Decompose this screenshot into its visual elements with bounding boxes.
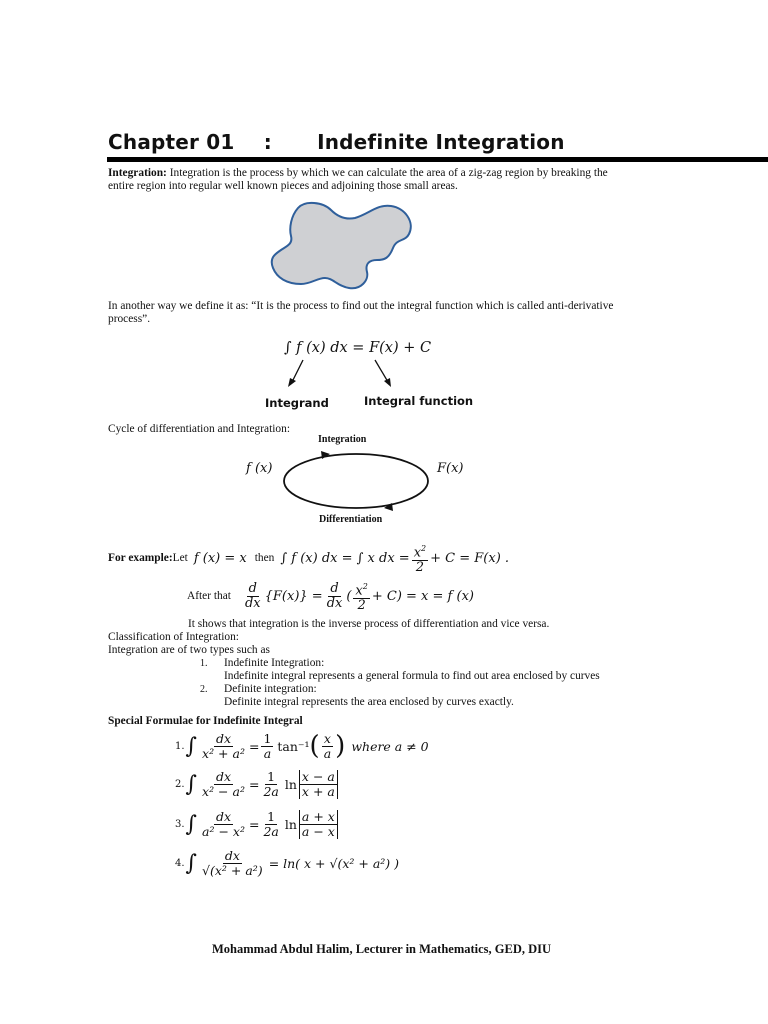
formula-lhs-fraction <box>200 770 247 799</box>
formula-lhs-den: x² − a² <box>202 784 245 799</box>
classification-item <box>108 657 668 670</box>
definition-paragraph <box>108 300 728 326</box>
cycle-caption: Cycle of differentiation and Integration: <box>108 423 290 435</box>
example-integral: ∫ f (x) dx = ∫ x dx = <box>280 551 410 567</box>
after-paren: ( <box>346 589 352 605</box>
example-let: Let <box>172 552 188 565</box>
intro-paragraph <box>108 167 708 193</box>
intro-term: Integration: <box>108 167 167 179</box>
chapter-title: Indefinite Integration <box>317 130 565 154</box>
example-tail: + C = F(x) . <box>430 551 510 567</box>
formula-arg-num: x <box>323 730 331 746</box>
classification-item-num: 1. <box>200 658 208 669</box>
example-line <box>108 542 509 575</box>
footer-text: Mohammad Abdul Halim, Lecturer in Mathematics, GED, DIU <box>211 942 552 956</box>
formula-lhs-den: √(x² + a²) <box>202 863 263 878</box>
formula-abs-fraction <box>299 810 338 839</box>
after-fraction <box>353 580 369 613</box>
classification-intro: Integration are of two types such as <box>108 644 270 656</box>
formula-rhs-fraction <box>261 770 280 799</box>
after-tail: + C) = x = f (x) <box>371 589 474 605</box>
special-formulae-title: Special Formulae for Indefinite Integral <box>108 715 303 727</box>
definition-arrows <box>280 358 400 388</box>
cycle-left-label: f (x) <box>246 461 273 476</box>
formula-rhs: = ln( x + √(x² + a²) ) <box>268 856 400 871</box>
derivative-operator-1 <box>243 582 263 611</box>
classification-item <box>108 683 668 696</box>
formula-lhs-num: dx <box>215 769 232 784</box>
classification-item-name: Definite integration: <box>224 683 317 695</box>
chapter-label: Chapter 01 <box>108 130 235 154</box>
cycle-diagram <box>278 448 438 514</box>
formula-arg-fraction <box>322 732 333 761</box>
example-frac-exp: 2 <box>421 544 427 553</box>
after-frac-x: x <box>355 583 363 599</box>
formula-rhs-num: 1 <box>263 730 272 746</box>
formula-condition: where a ≠ 0 <box>351 738 429 754</box>
formula-1: 1. ∫ $\frac{dx}{\text{x² + a²}}$ = $\frac{1}{a}$ tan⁻¹ ( $\frac{x}{a}$ ) where a ≠ 0 <box>175 730 429 761</box>
integral-function-label: Integral function <box>364 394 474 408</box>
formula-number: 4. <box>175 858 185 869</box>
formula-func: ln <box>284 777 297 792</box>
cycle-top-label: Integration <box>318 434 367 445</box>
formula-func: tan⁻¹ <box>277 738 310 754</box>
d-top-2: d <box>330 581 339 597</box>
formula-lhs-fraction <box>200 849 265 878</box>
formula-rhs-den: 2a <box>263 784 279 799</box>
formula-rhs-num: 1 <box>267 769 276 784</box>
classification-item-desc: Indefinite integral represents a general formula to find out area enclosed by curves <box>224 670 600 682</box>
formula-rhs-den: 2a <box>263 824 279 839</box>
formula-lhs-fraction <box>200 732 247 761</box>
formula-rhs-num: 1 <box>267 809 276 824</box>
example-fx-def: f (x) = x <box>193 551 247 567</box>
formula-lhs-den: x² + a² <box>202 745 245 761</box>
chapter-separator: : <box>263 130 272 154</box>
example-then: then <box>254 552 275 565</box>
d-top-1: d <box>248 581 257 597</box>
zigzag-region-figure <box>265 198 425 294</box>
chapter-heading <box>108 130 565 154</box>
formula-arg-den: a − x <box>301 824 335 839</box>
integral-sign: ∫ <box>185 772 198 797</box>
integral-sign: ∫ <box>185 812 198 837</box>
formula-arg-den: a <box>323 745 332 761</box>
after-frac-den: 2 <box>357 598 366 614</box>
formula-2: 2. ∫ $\frac{dx}{\text{x² − a²}}$ = $\frac{1}{2a}$ ln $\frac{x - a}{x + a}$ <box>175 770 340 799</box>
formula-lhs-num: dx <box>224 848 240 863</box>
formula-lhs-den: a² − x² <box>202 824 245 839</box>
definition-formula: ∫ f (x) dx = F(x) + C <box>284 340 432 356</box>
classification-item-desc: Definite integral represents the area enclosed by curves exactly. <box>224 696 514 708</box>
after-fx-brace: {F(x)} = <box>264 589 323 605</box>
formula-arg-num: a + x <box>301 809 335 824</box>
after-that-line <box>187 580 474 613</box>
formula-lhs-num: dx <box>215 730 232 746</box>
header-rule <box>107 157 768 162</box>
classification-block <box>108 631 668 709</box>
integral-sign: ∫ <box>185 851 198 876</box>
formula-number: 3. <box>175 819 185 830</box>
shows-line: It shows that integration is the inverse process of differentiation and vice versa. <box>188 618 550 630</box>
intro-line2: entire region into regular well known pieces and adjoining those small areas. <box>108 180 458 192</box>
d-bottom-1: dx <box>244 596 261 612</box>
example-fraction <box>412 542 428 575</box>
formula-number: 2. <box>175 779 185 790</box>
example-frac-den: 2 <box>415 560 425 576</box>
formula-rhs-den: a <box>263 745 272 761</box>
formula-rhs-fraction <box>261 732 273 761</box>
classification-title: Classification of Integration: <box>108 631 239 643</box>
formula-func: ln <box>284 817 297 832</box>
formula-lhs-fraction <box>200 810 247 839</box>
formula-arg-num: x − a <box>301 769 335 784</box>
footer-author <box>0 942 768 957</box>
d-bottom-2: dx <box>326 596 343 612</box>
formula-abs-fraction <box>299 770 338 799</box>
intro-line1: Integration is the process by which we can calculate the area of a zig-zag region by breaking the <box>166 167 608 179</box>
derivative-operator-2 <box>325 582 345 611</box>
definition-line1: In another way we define it as: “It is the process to find out the integral function which is called anti-derivative <box>108 300 614 312</box>
example-label: For example: <box>108 552 173 565</box>
formula-4 <box>175 849 399 878</box>
formula-3: 3. ∫ $\frac{dx}{\text{a² − x²}}$ = $\frac{1}{2a}$ ln $\frac{a + x}{a - x}$ <box>175 810 340 839</box>
after-frac-exp: 2 <box>362 582 368 591</box>
definition-line2: process”. <box>108 313 151 325</box>
integrand-label: Integrand <box>265 396 329 410</box>
classification-item-name: Indefinite Integration: <box>224 657 325 669</box>
integral-sign: ∫ <box>185 733 198 759</box>
formula-lhs-num: dx <box>215 809 232 824</box>
example-frac-x: x <box>413 545 422 561</box>
cycle-bottom-label: Differentiation <box>319 514 383 525</box>
classification-item-num: 2. <box>200 684 208 695</box>
formula-number: 1. <box>175 740 185 752</box>
formula-arg-den: x + a <box>301 784 335 799</box>
formula-rhs-fraction <box>261 810 280 839</box>
after-that-text: After that <box>187 590 231 603</box>
cycle-right-label: F(x) <box>437 461 464 476</box>
